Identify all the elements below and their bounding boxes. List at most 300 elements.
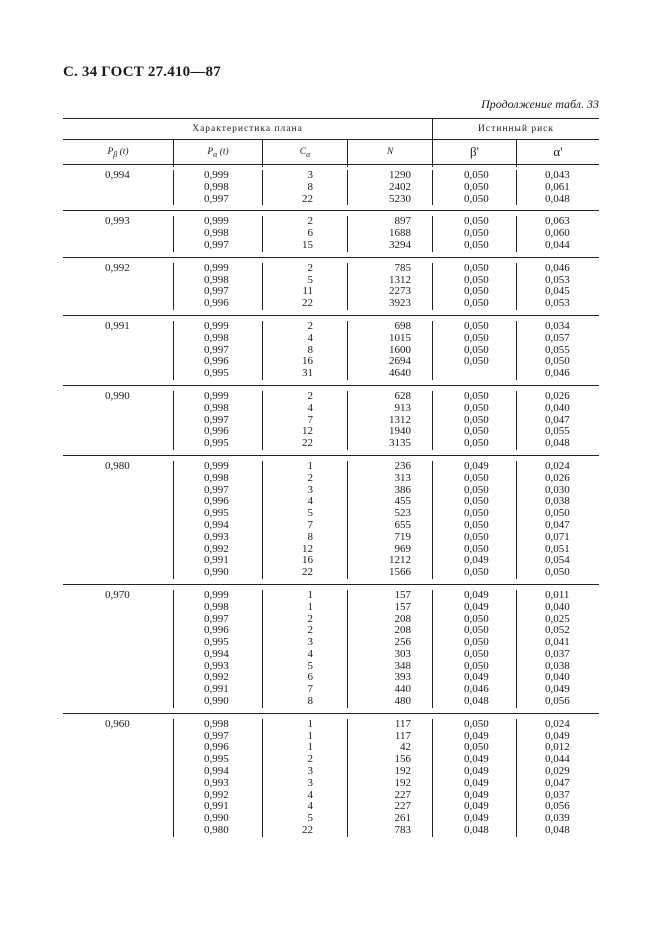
- cell-beta: [464, 368, 516, 380]
- cell-pa: 0,999: [204, 459, 229, 472]
- cell-pa: 0,999: [204, 389, 229, 402]
- cell-n: 1015: [389, 331, 411, 344]
- true-risk-header: Истинный риск: [478, 124, 554, 134]
- cell-n: 208: [394, 612, 411, 625]
- cell-beta: 0,049: [464, 776, 489, 789]
- cell-alpha: 0,057: [545, 331, 570, 344]
- column-p0: [63, 719, 174, 837]
- cell-ca: 12: [302, 542, 313, 555]
- cell-pa: 0,997: [204, 612, 229, 625]
- cell-pa: 0,998: [204, 273, 229, 286]
- cell-beta: 0,050: [464, 566, 489, 579]
- cell-alpha: 0,071: [545, 530, 570, 543]
- cell-ca: 1: [307, 741, 313, 754]
- cell-pa: 0,993: [204, 659, 229, 672]
- cell-alpha: 0,060: [545, 227, 570, 240]
- cell-ca: 2: [307, 261, 313, 274]
- cell-pa: 0,991: [204, 800, 229, 813]
- cell-ca: 4: [307, 495, 313, 508]
- table-row-group: [63, 456, 599, 585]
- cell-n: 698: [394, 319, 411, 332]
- column-n: [348, 170, 433, 205]
- cell-beta: 0,050: [464, 169, 489, 181]
- table-row-group: [63, 211, 599, 257]
- cell-pa: 0,994: [204, 518, 229, 531]
- cell-ca: 4: [307, 788, 313, 801]
- cell-p0: 0,990: [105, 389, 130, 402]
- cell-beta: 0,048: [464, 824, 489, 837]
- cell-ca: 22: [302, 192, 313, 205]
- cell-n: 913: [394, 401, 411, 414]
- cell-alpha: 0,047: [545, 413, 570, 426]
- cell-ca: 1: [307, 717, 313, 730]
- column-alpha: [517, 263, 599, 310]
- cell-n: 1312: [389, 413, 411, 426]
- column-beta: [433, 719, 517, 837]
- column-pa: [174, 321, 263, 380]
- column-alpha: [517, 216, 599, 251]
- cell-alpha: 0,026: [545, 471, 570, 484]
- column-beta: [433, 391, 517, 450]
- cell-p0: 0,991: [105, 319, 130, 332]
- column-alpha: [517, 590, 599, 708]
- column-p0: [63, 263, 174, 310]
- column-beta: [433, 321, 517, 380]
- cell-ca: 5: [307, 659, 313, 672]
- column-ca: [263, 391, 348, 450]
- column-alpha: [517, 391, 599, 450]
- cell-ca: 6: [307, 227, 313, 240]
- cell-alpha: 0,045: [545, 285, 570, 298]
- cell-beta: 0,050: [464, 273, 489, 286]
- column-ca: [263, 170, 348, 205]
- cell-pa: 0,999: [204, 215, 229, 228]
- cell-pa: 0,997: [204, 285, 229, 298]
- cell-alpha: 0,041: [545, 636, 570, 649]
- cell-ca: 6: [307, 671, 313, 684]
- cell-pa: 0,997: [204, 343, 229, 356]
- table-row-group: [63, 585, 599, 714]
- cell-alpha: 0,056: [545, 800, 570, 813]
- cell-n: 783: [394, 824, 411, 837]
- cell-n: 1688: [389, 227, 411, 240]
- cell-pa: 0,998: [204, 331, 229, 344]
- cell-pa: 0,999: [204, 261, 229, 274]
- cell-beta: 0,050: [464, 413, 489, 426]
- cell-p0: 0,992: [105, 261, 130, 274]
- column-beta: [433, 590, 517, 708]
- cell-pa: 0,996: [204, 355, 229, 368]
- cell-n: 655: [394, 518, 411, 531]
- column-pa: [174, 216, 263, 251]
- cell-n: 628: [394, 389, 411, 402]
- cell-beta: 0,050: [464, 238, 489, 251]
- cell-n: 1600: [389, 343, 411, 356]
- cell-pa: 0,990: [204, 695, 229, 708]
- cell-alpha: 0,047: [545, 518, 570, 531]
- column-p0: [63, 391, 174, 450]
- table-row-group: [63, 714, 599, 842]
- column-n: [348, 391, 433, 450]
- cell-n: 256: [394, 636, 411, 649]
- column-ca: [263, 719, 348, 837]
- cell-ca: 1: [307, 729, 313, 742]
- column-beta: [433, 263, 517, 310]
- table-caption: Продолжение табл. 33: [481, 97, 599, 111]
- cell-alpha: 0,038: [545, 495, 570, 508]
- cell-pa: 0,995: [204, 367, 229, 380]
- cell-pa: 0,998: [204, 401, 229, 414]
- cell-beta: 0,046: [464, 683, 489, 696]
- cell-pa: 0,992: [204, 671, 229, 684]
- cell-beta: 0,050: [464, 285, 489, 298]
- table-row-group: [63, 165, 599, 211]
- cell-pa: 0,995: [204, 507, 229, 520]
- cell-beta: 0,050: [464, 741, 489, 754]
- cell-alpha: 0,024: [545, 717, 570, 730]
- cell-p0: 0,980: [105, 459, 130, 472]
- group-header-row: [63, 118, 599, 140]
- cell-pa: 0,999: [204, 588, 229, 601]
- cell-n: 2402: [389, 180, 411, 193]
- cell-beta: 0,049: [464, 765, 489, 778]
- cell-alpha: 0,048: [545, 192, 570, 205]
- cell-alpha: 0,040: [545, 671, 570, 684]
- cell-alpha: 0,037: [545, 647, 570, 660]
- cell-n: 192: [394, 776, 411, 789]
- cell-p0: 0,994: [105, 169, 130, 181]
- cell-pa: 0,998: [204, 471, 229, 484]
- column-p0: [63, 216, 174, 251]
- cell-ca: 5: [307, 273, 313, 286]
- cell-alpha: 0,038: [545, 659, 570, 672]
- cell-ca: 4: [307, 647, 313, 660]
- cell-beta: 0,050: [464, 215, 489, 228]
- cell-beta: 0,050: [464, 192, 489, 205]
- cell-ca: 4: [307, 401, 313, 414]
- column-p0: [63, 321, 174, 380]
- cell-pa: 0,980: [204, 824, 229, 837]
- column-pa: [174, 461, 263, 579]
- cell-pa: 0,998: [204, 180, 229, 193]
- cell-beta: 0,049: [464, 788, 489, 801]
- column-beta: [433, 170, 517, 205]
- cell-n: 157: [394, 600, 411, 613]
- cell-alpha: 0,050: [545, 566, 570, 579]
- cell-n: 4640: [389, 367, 411, 380]
- column-p0: [63, 461, 174, 579]
- cell-beta: 0,050: [464, 647, 489, 660]
- column-p0: [63, 590, 174, 708]
- col-header-pa: $P_\alpha$ (t): [174, 140, 263, 167]
- cell-pa: 0,990: [204, 812, 229, 825]
- cell-alpha: 0,043: [545, 169, 570, 181]
- cell-beta: 0,050: [464, 319, 489, 332]
- cell-ca: 22: [302, 824, 313, 837]
- table-row-group: [63, 316, 599, 386]
- cell-ca: 7: [307, 683, 313, 696]
- cell-pa: 0,995: [204, 753, 229, 766]
- cell-pa: 0,997: [204, 413, 229, 426]
- cell-alpha: 0,026: [545, 389, 570, 402]
- cell-beta: 0,050: [464, 495, 489, 508]
- cell-pa: 0,996: [204, 495, 229, 508]
- cell-n: 313: [394, 471, 411, 484]
- cell-n: 523: [394, 507, 411, 520]
- cell-ca: 3: [307, 765, 313, 778]
- cell-n: 455: [394, 495, 411, 508]
- cell-alpha: 0,044: [545, 238, 570, 251]
- column-pa: [174, 391, 263, 450]
- cell-n: 117: [394, 717, 411, 730]
- cell-ca: 16: [302, 355, 313, 368]
- cell-n: 386: [394, 483, 411, 496]
- column-ca: [263, 321, 348, 380]
- cell-alpha: 0,053: [545, 273, 570, 286]
- cell-ca: 7: [307, 518, 313, 531]
- column-pa: [174, 170, 263, 205]
- cell-n: 393: [394, 671, 411, 684]
- cell-beta: 0,049: [464, 459, 489, 472]
- cell-alpha: 0,040: [545, 600, 570, 613]
- column-n: [348, 719, 433, 837]
- cell-beta: 0,050: [464, 507, 489, 520]
- cell-pa: 0,995: [204, 437, 229, 450]
- cell-alpha: 0,025: [545, 612, 570, 625]
- col-header-p0: $P_\beta$ (t): [63, 140, 174, 167]
- cell-n: 3135: [389, 437, 411, 450]
- cell-alpha: 0,029: [545, 765, 570, 778]
- column-pa: [174, 590, 263, 708]
- cell-alpha: 0,037: [545, 788, 570, 801]
- cell-n: 1566: [389, 566, 411, 579]
- cell-beta: 0,050: [464, 471, 489, 484]
- cell-n: 236: [394, 459, 411, 472]
- cell-alpha: 0,044: [545, 753, 570, 766]
- cell-ca: 3: [307, 776, 313, 789]
- cell-pa: 0,996: [204, 425, 229, 438]
- cell-beta: 0,050: [464, 297, 489, 310]
- cell-ca: 1: [307, 459, 313, 472]
- cell-ca: 7: [307, 413, 313, 426]
- cell-ca: 2: [307, 319, 313, 332]
- cell-beta: 0,049: [464, 671, 489, 684]
- cell-beta: 0,050: [464, 717, 489, 730]
- column-pa: [174, 719, 263, 837]
- cell-alpha: 0,056: [545, 695, 570, 708]
- cell-ca: 12: [302, 425, 313, 438]
- cell-ca: 8: [307, 343, 313, 356]
- column-ca: [263, 216, 348, 251]
- cell-n: 1290: [389, 169, 411, 181]
- cell-n: 156: [394, 753, 411, 766]
- cell-p0: 0,960: [105, 717, 130, 730]
- cell-beta: 0,048: [464, 695, 489, 708]
- cell-beta: 0,050: [464, 518, 489, 531]
- cell-alpha: 0,049: [545, 683, 570, 696]
- column-p0: [63, 170, 174, 205]
- cell-beta: 0,049: [464, 588, 489, 601]
- cell-beta: 0,050: [464, 659, 489, 672]
- col-header-ca: $C_\alpha$: [263, 140, 348, 167]
- cell-beta: 0,049: [464, 729, 489, 742]
- cell-beta: 0,049: [464, 800, 489, 813]
- cell-pa: 0,997: [204, 192, 229, 205]
- cell-beta: 0,050: [464, 180, 489, 193]
- cell-beta: 0,050: [464, 227, 489, 240]
- cell-n: 1212: [389, 554, 411, 567]
- column-alpha: [517, 719, 599, 837]
- cell-ca: 2: [307, 471, 313, 484]
- column-alpha: [517, 461, 599, 579]
- cell-n: 480: [394, 695, 411, 708]
- cell-beta: 0,050: [464, 530, 489, 543]
- cell-pa: 0,993: [204, 530, 229, 543]
- cell-ca: 3: [307, 169, 313, 181]
- cell-ca: 2: [307, 612, 313, 625]
- cell-n: 192: [394, 765, 411, 778]
- cell-pa: 0,996: [204, 297, 229, 310]
- cell-n: 1940: [389, 425, 411, 438]
- cell-pa: 0,996: [204, 741, 229, 754]
- column-ca: [263, 263, 348, 310]
- cell-ca: 22: [302, 566, 313, 579]
- cell-n: 2694: [389, 355, 411, 368]
- cell-n: 157: [394, 588, 411, 601]
- column-header-row: [63, 140, 599, 165]
- cell-ca: 1: [307, 588, 313, 601]
- cell-beta: 0,049: [464, 812, 489, 825]
- cell-alpha: 0,063: [545, 215, 570, 228]
- cell-beta: 0,050: [464, 343, 489, 356]
- cell-alpha: 0,011: [545, 588, 570, 601]
- cell-n: 227: [394, 800, 411, 813]
- cell-n: 3294: [389, 238, 411, 251]
- cell-pa: 0,997: [204, 729, 229, 742]
- cell-alpha: 0,054: [545, 554, 570, 567]
- column-n: [348, 461, 433, 579]
- cell-ca: 22: [302, 297, 313, 310]
- col-header-beta: β': [433, 140, 517, 167]
- cell-alpha: 0,061: [545, 180, 570, 193]
- col-header-alpha: α': [553, 144, 563, 159]
- cell-ca: 15: [302, 238, 313, 251]
- column-beta: [433, 216, 517, 251]
- cell-ca: 8: [307, 180, 313, 193]
- cell-ca: 2: [307, 389, 313, 402]
- cell-alpha: 0,030: [545, 483, 570, 496]
- cell-pa: 0,998: [204, 717, 229, 730]
- cell-pa: 0,992: [204, 788, 229, 801]
- cell-pa: 0,995: [204, 636, 229, 649]
- cell-n: 117: [394, 729, 411, 742]
- cell-alpha: 0,047: [545, 776, 570, 789]
- cell-n: 969: [394, 542, 411, 555]
- column-pa: [174, 263, 263, 310]
- cell-pa: 0,999: [204, 319, 229, 332]
- cell-alpha: 0,049: [545, 729, 570, 742]
- column-alpha: [517, 321, 599, 380]
- cell-n: 2273: [389, 285, 411, 298]
- cell-n: 440: [394, 683, 411, 696]
- cell-beta: 0,050: [464, 401, 489, 414]
- cell-ca: 22: [302, 437, 313, 450]
- cell-alpha: 0,055: [545, 343, 570, 356]
- cell-ca: 2: [307, 215, 313, 228]
- cell-pa: 0,996: [204, 624, 229, 637]
- column-alpha: [517, 170, 599, 205]
- cell-pa: 0,993: [204, 776, 229, 789]
- cell-beta: 0,050: [464, 261, 489, 274]
- cell-n: 5230: [389, 192, 411, 205]
- cell-beta: 0,049: [464, 600, 489, 613]
- column-n: [348, 590, 433, 708]
- cell-n: 719: [394, 530, 411, 543]
- cell-pa: 0,998: [204, 600, 229, 613]
- cell-pa: 0,997: [204, 483, 229, 496]
- cell-alpha: 0,048: [545, 437, 570, 450]
- cell-ca: 3: [307, 636, 313, 649]
- cell-beta: 0,050: [464, 483, 489, 496]
- cell-beta: 0,050: [464, 355, 489, 368]
- cell-ca: 4: [307, 800, 313, 813]
- cell-alpha: 0,039: [545, 812, 570, 825]
- cell-n: 897: [394, 215, 411, 228]
- cell-pa: 0,990: [204, 566, 229, 579]
- cell-n: 348: [394, 659, 411, 672]
- cell-ca: 5: [307, 507, 313, 520]
- cell-alpha: 0,051: [545, 542, 570, 555]
- column-beta: [433, 461, 517, 579]
- cell-ca: 1: [307, 600, 313, 613]
- cell-pa: 0,991: [204, 683, 229, 696]
- cell-alpha: 0,052: [545, 624, 570, 637]
- cell-pa: 0,999: [204, 169, 229, 181]
- cell-n: 3923: [389, 297, 411, 310]
- cell-alpha: 0,040: [545, 401, 570, 414]
- column-n: [348, 321, 433, 380]
- table-row-group: [63, 386, 599, 456]
- cell-alpha: 0,046: [545, 367, 570, 380]
- cell-n: 785: [394, 261, 411, 274]
- column-n: [348, 216, 433, 251]
- table-body: [63, 165, 599, 842]
- cell-ca: 16: [302, 554, 313, 567]
- cell-ca: 3: [307, 483, 313, 496]
- cell-ca: 2: [307, 753, 313, 766]
- column-ca: [263, 461, 348, 579]
- plan-characteristics-header: Характеристика плана: [63, 119, 433, 139]
- cell-n: 261: [394, 812, 411, 825]
- cell-ca: 11: [302, 285, 313, 298]
- cell-pa: 0,994: [204, 765, 229, 778]
- cell-beta: 0,050: [464, 542, 489, 555]
- cell-ca: 8: [307, 695, 313, 708]
- cell-pa: 0,992: [204, 542, 229, 555]
- cell-beta: 0,050: [464, 437, 489, 450]
- data-table: [63, 118, 599, 842]
- column-n: [348, 263, 433, 310]
- cell-alpha: 0,024: [545, 459, 570, 472]
- cell-alpha: 0,046: [545, 261, 570, 274]
- cell-ca: 31: [302, 367, 313, 380]
- page-header: С. 34 ГОСТ 27.410—87: [63, 64, 221, 80]
- cell-beta: 0,050: [464, 612, 489, 625]
- cell-ca: 2: [307, 624, 313, 637]
- cell-alpha: 0,053: [545, 297, 570, 310]
- cell-pa: 0,997: [204, 238, 229, 251]
- cell-p0: 0,993: [105, 215, 130, 228]
